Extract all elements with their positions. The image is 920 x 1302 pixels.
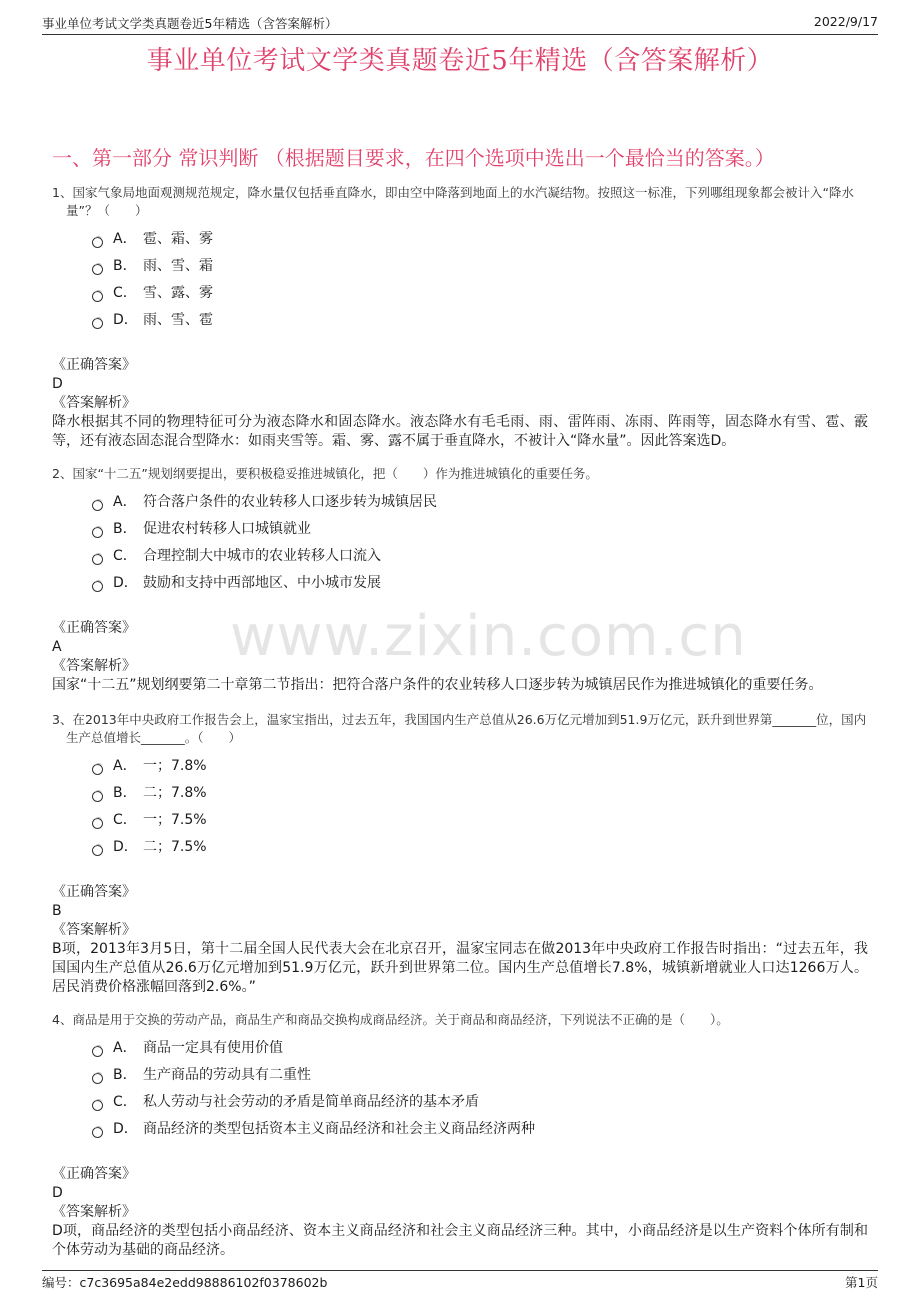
correct-answer-value: B [52,903,62,919]
question-text [52,1011,868,1029]
option-letter: D． [113,312,138,328]
option-text: 私人劳动与社会劳动的矛盾是简单商品经济的基本矛盾 [143,1094,479,1110]
radio-icon[interactable] [92,1046,103,1057]
radio-icon[interactable] [92,291,103,302]
footer-code: 编号：c7c3695a84e2edd98886102f0378602b [42,1275,328,1290]
option-letter: D． [113,1121,138,1137]
radio-icon[interactable] [92,845,103,856]
answer-block [52,883,868,997]
option-letter: A． [113,494,137,510]
radio-icon[interactable] [92,264,103,275]
question-text [52,184,868,220]
option-letter: B． [113,521,137,537]
watermark: www.zixin.com.cn [230,604,747,669]
option-text: 合理控制大中城市的农业转移人口流入 [143,548,381,564]
option-letter: D． [113,839,138,855]
question-number: 3、 [52,712,73,727]
option-a[interactable] [92,226,868,253]
radio-icon[interactable] [92,500,103,511]
page-footer [42,1270,878,1291]
option-text: 二；7.5% [143,839,207,855]
analysis-text: 国家“十二五”规划纲要第二十章第二节指出：把符合落户条件的农业转移人口逐步转为城镇居民作为推进城镇化的重要任务。 [52,677,823,693]
answer-block [52,356,868,451]
option-d[interactable] [92,1116,868,1143]
radio-icon[interactable] [92,764,103,775]
option-d[interactable] [92,307,868,334]
analysis-label: 《答案解析》 [52,922,136,938]
radio-icon[interactable] [92,554,103,565]
option-letter: C． [113,1094,137,1110]
header-date: 2022/9/17 [813,14,878,29]
radio-icon[interactable] [92,1100,103,1111]
option-c[interactable] [92,1089,868,1116]
radio-icon[interactable] [92,818,103,829]
option-a[interactable] [92,1035,868,1062]
option-text: 雨、雪、雹 [143,312,213,328]
question-1 [52,184,868,451]
correct-answer-label: 《正确答案》 [52,620,136,636]
option-text: 二；7.8% [143,785,207,801]
analysis-text: B项，2013年3月5日，第十二届全国人民代表大会在北京召开，温家宝同志在做2013年中央政府工作报告时指出：“过去五年，我国国内生产总值从26.6万亿元增加到51.9万亿元，跃升到世界第二位。国内生产总值增长7.8%，城镇新增就业人口达1266万人。居民消费价格涨幅回落到2.6%。” [52,941,868,995]
option-b[interactable] [92,253,868,280]
option-text: 商品经济的类型包括资本主义商品经济和社会主义商品经济两种 [143,1121,535,1137]
option-b[interactable] [92,1062,868,1089]
radio-icon[interactable] [92,1127,103,1138]
analysis-label: 《答案解析》 [52,658,136,674]
option-list [92,1035,868,1143]
option-text: 雪、露、雾 [143,285,213,301]
option-letter: B． [113,258,137,274]
section-title: 一、第一部分 常识判断 （根据题目要求，在四个选项中选出一个最恰当的答案。） [52,146,775,170]
answer-block [52,619,868,695]
option-letter: C． [113,548,137,564]
option-list [92,489,868,597]
option-text: 鼓励和支持中西部地区、中小城市发展 [143,575,381,591]
option-letter: A． [113,758,137,774]
answer-block [52,1165,868,1260]
document-title: 事业单位考试文学类真题卷近5年精选（含答案解析） [146,46,774,76]
question-4 [52,1011,868,1260]
option-text: 生产商品的劳动具有二重性 [143,1067,311,1083]
option-text: 雨、雪、霜 [143,258,213,274]
correct-answer-value: D [52,376,63,392]
radio-icon[interactable] [92,318,103,329]
question-list [52,184,868,1260]
radio-icon[interactable] [92,237,103,248]
option-text: 一；7.5% [143,812,207,828]
option-letter: B． [113,785,137,801]
question-stem: 商品是用于交换的劳动产品，商品生产和商品交换构成商品经济。关于商品和商品经济，下列说法不正确的是（ ）。 [72,1012,729,1027]
question-number: 4、 [52,1012,73,1027]
page-header [42,12,878,35]
question-stem: 在2013年中央政府工作报告会上，温家宝指出，过去五年，我国国内生产总值从26.6万亿元增加到51.9万亿元，跃升到世界第_______位，国内生产总值增长_______。（ ） [66,712,867,745]
option-text: 雹、霜、雾 [143,231,213,247]
header-doc-title: 事业单位考试文学类真题卷近5年精选（含答案解析） [42,16,338,31]
analysis-text: 降水根据其不同的物理特征可分为液态降水和固态降水。液态降水有毛毛雨、雨、雷阵雨、冻雨、阵雨等，固态降水有雪、雹、霰等，还有液态固态混合型降水：如雨夹雪等。霜、雾、露不属于垂直降水，不被计入“降水量”。因此答案选D。 [52,414,868,449]
question-stem: 国家气象局地面观测规范规定，降水量仅包括垂直降水，即由空中降落到地面上的水汽凝结物。按照这一标准，下列哪组现象都会被计入“降水量”？（ ） [66,185,854,218]
option-c[interactable] [92,543,868,570]
analysis-label: 《答案解析》 [52,395,136,411]
option-b[interactable] [92,780,868,807]
option-list [92,753,868,861]
option-list [92,226,868,334]
correct-answer-label: 《正确答案》 [52,1166,136,1182]
option-a[interactable] [92,753,868,780]
option-text: 符合落户条件的农业转移人口逐步转为城镇居民 [143,494,437,510]
correct-answer-value: D [52,1185,63,1201]
option-b[interactable] [92,516,868,543]
option-a[interactable] [92,489,868,516]
question-3 [52,711,868,997]
option-letter: C． [113,812,137,828]
analysis-label: 《答案解析》 [52,1204,136,1220]
question-text [52,465,868,483]
option-letter: C． [113,285,137,301]
radio-icon[interactable] [92,581,103,592]
correct-answer-label: 《正确答案》 [52,357,136,373]
radio-icon[interactable] [92,527,103,538]
correct-answer-value: A [52,639,62,655]
question-number: 1、 [52,185,73,200]
radio-icon[interactable] [92,791,103,802]
option-c[interactable] [92,807,868,834]
option-d[interactable] [92,834,868,861]
option-c[interactable] [92,280,868,307]
option-letter: A． [113,1040,137,1056]
option-text: 一；7.8% [143,758,207,774]
radio-icon[interactable] [92,1073,103,1084]
question-stem: 国家“十二五”规划纲要提出，要积极稳妥推进城镇化，把（ ）作为推进城镇化的重要任务。 [72,466,598,481]
option-text: 促进农村转移人口城镇就业 [143,521,311,537]
question-2 [52,465,868,695]
option-letter: A． [113,231,137,247]
option-text: 商品一定具有使用价值 [143,1040,283,1056]
footer-page-number: 第1页 [845,1275,878,1290]
correct-answer-label: 《正确答案》 [52,884,136,900]
option-letter: B． [113,1067,137,1083]
option-d[interactable] [92,570,868,597]
analysis-text: D项，商品经济的类型包括小商品经济、资本主义商品经济和社会主义商品经济三种。其中，小商品经济是以生产资料个体所有制和个体劳动为基础的商品经济。 [52,1223,868,1258]
question-number: 2、 [52,466,73,481]
option-letter: D． [113,575,138,591]
question-text [52,711,868,747]
